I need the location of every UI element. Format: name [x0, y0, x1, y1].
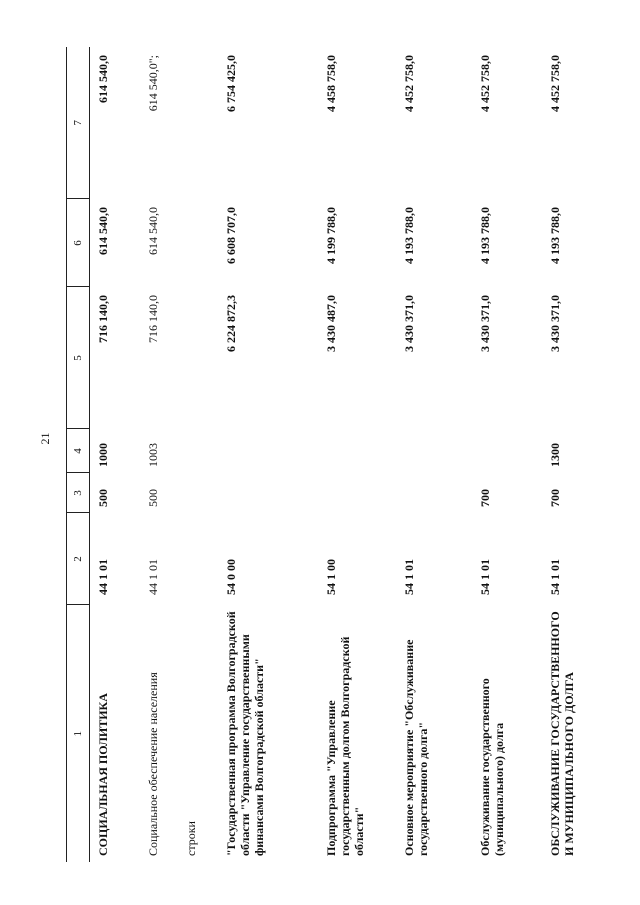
row-code: 44 1 01: [96, 559, 110, 595]
column-header: 4: [67, 429, 90, 473]
column-header: 1: [67, 605, 90, 862]
row-c7: 4 452 758,0: [478, 55, 492, 112]
row-c7: 4 458 758,0: [324, 55, 338, 112]
column-header: 6: [67, 199, 90, 287]
row-c6: 4 193 788,0: [548, 207, 562, 264]
row-c7: 4 452 758,0: [548, 55, 562, 112]
row-c5: 6 224 872,3: [224, 295, 238, 352]
table-row: [140, 47, 178, 862]
table-row: [396, 47, 472, 862]
row-c6: 614 540,0: [146, 207, 160, 255]
table-row: [318, 47, 396, 862]
row-name: Обслуживание государственного (муниципального) долга: [478, 678, 507, 856]
row-c6: 4 199 788,0: [324, 207, 338, 264]
page-number: 21: [38, 432, 52, 445]
row-name: строки: [184, 821, 198, 856]
row-code: 54 1 01: [402, 559, 416, 595]
row-c5: [178, 287, 218, 429]
row-c6: [178, 199, 218, 287]
row-c4: 1300: [548, 443, 562, 467]
row-c6: 6 608 707,0: [224, 207, 238, 264]
column-header: 3: [67, 473, 90, 513]
row-c5: 3 430 371,0: [478, 295, 492, 352]
row-code: [178, 513, 218, 605]
row-c3: 500: [146, 489, 160, 507]
column-header: 5: [67, 287, 90, 429]
table-row: [542, 47, 610, 862]
row-c4: [318, 429, 396, 473]
row-c5: 716 140,0: [146, 295, 160, 343]
row-c6: 614 540,0: [96, 207, 110, 255]
row-c5: 716 140,0: [96, 295, 110, 343]
row-c3: [318, 473, 396, 513]
row-code: 54 1 00: [324, 559, 338, 595]
table-row: [178, 47, 218, 862]
row-code: 44 1 01: [146, 559, 160, 595]
row-c3: 700: [548, 489, 562, 507]
row-c3: 700: [478, 489, 492, 507]
table-row: [90, 47, 141, 862]
row-c4: [218, 429, 318, 473]
row-c4: 1003: [146, 443, 160, 467]
row-c4: [396, 429, 472, 473]
row-c7: 614 540,0: [96, 55, 110, 103]
table-row: [472, 47, 542, 862]
row-name: Социальное обеспечение населения: [146, 672, 160, 856]
row-c5: 3 430 487,0: [324, 295, 338, 352]
rotated-budget-table: [66, 47, 626, 862]
row-c7: [178, 47, 218, 199]
row-name: "Государственная программа Волгоградской области "Управление государственными финансами Волгоградской области": [224, 611, 267, 856]
row-name: Подпрограмма "Управление государственным долгом Волгоградской области": [324, 636, 367, 856]
row-c3: 500: [96, 489, 110, 507]
column-header: 7: [67, 47, 90, 199]
header-row: [67, 47, 90, 862]
row-c7: 6 754 425,0: [224, 55, 238, 112]
row-code: 54 1 01: [478, 559, 492, 595]
row-code: 54 1 01: [548, 559, 562, 595]
row-c6: 4 193 788,0: [402, 207, 416, 264]
row-c5: 3 430 371,0: [402, 295, 416, 352]
row-c7: 614 540,0";: [146, 55, 160, 112]
row-c7: 4 452 758,0: [402, 55, 416, 112]
column-header: 2: [67, 513, 90, 605]
row-c3: [396, 473, 472, 513]
row-c5: 3 430 371,0: [548, 295, 562, 352]
row-c3: [178, 473, 218, 513]
row-c4: 1000: [96, 443, 110, 467]
row-c6: 4 193 788,0: [478, 207, 492, 264]
row-name: ОБСЛУЖИВАНИЕ ГОСУДАРСТВЕННОГО И МУНИЦИПАЛЬНОГО ДОЛГА: [548, 611, 577, 856]
budget-table: [66, 47, 610, 862]
table-row: [218, 47, 318, 862]
row-code: 54 0 00: [224, 559, 238, 595]
row-name: Основное мероприятие "Обслуживание государственного долга": [402, 639, 431, 856]
row-name: СОЦИАЛЬНАЯ ПОЛИТИКА: [96, 693, 110, 856]
row-c4: [178, 429, 218, 473]
row-c3: [218, 473, 318, 513]
row-c4: [472, 429, 542, 473]
